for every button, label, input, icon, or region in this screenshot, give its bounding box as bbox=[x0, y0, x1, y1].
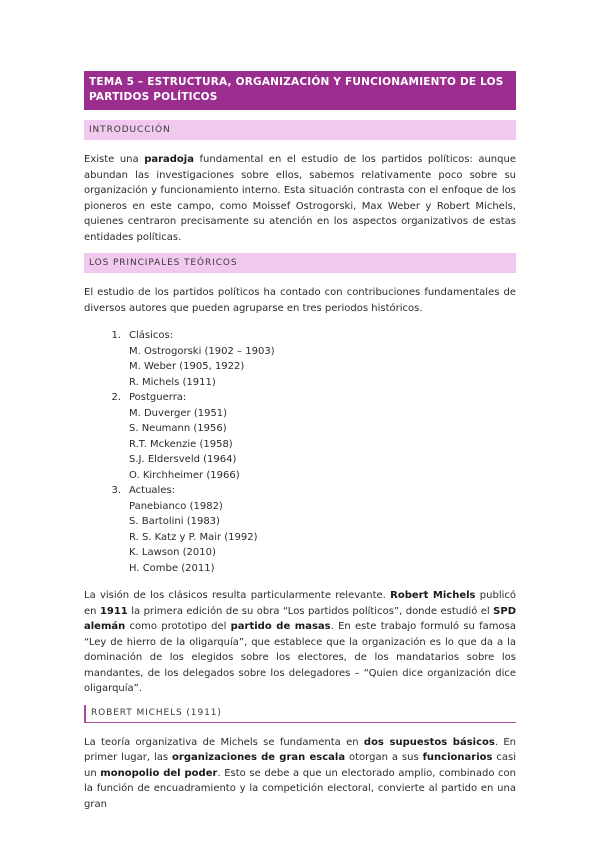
list-sub-item: M. Ostrogorski (1902 – 1903) bbox=[129, 345, 275, 357]
michels-paragraph: La teoría organizativa de Michels se fundamenta en dos supuestos básicos. En primer lugar, las organizaciones de gran escala otorgan a sus funcionarios casi un monopolio del poder. Esto se debe a que un electorado amplio, combinado con la función de encuadramiento y la competición electoral, convierte al partido en una gran bbox=[84, 736, 517, 810]
list-sub-item: S. Neumann (1956) bbox=[129, 423, 227, 434]
list-sub-item: H. Combe (2011) bbox=[129, 562, 215, 574]
list-sub-item: R. Michels (1911) bbox=[129, 376, 216, 388]
theorists-paragraph: El estudio de los partidos políticos ha contado con contribuciones fundamentales de diversos autores que pueden agruparse en tres periodos históricos. bbox=[84, 287, 516, 314]
list-sub-item: M. Duverger (1951) bbox=[129, 407, 228, 419]
list-sub-item: K. Lawson (2010) bbox=[129, 547, 216, 558]
section-header-michels: ROBERT MICHELS (1911) bbox=[84, 705, 516, 723]
list-sub-item: M. Weber (1905, 1922) bbox=[129, 361, 245, 372]
section-header-teoricos: LOS PRINCIPALES TEÓRICOS bbox=[84, 253, 516, 273]
intro-paragraph: Existe una paradoja fundamental en el estudio de los partidos políticos: aunque abundan las investigaciones sobre ellos, sabemos relativamente poco sobre su organización y funcionamiento interno. Esta situación contrasta con el enfoque de los pioneros en este campo, como Moissef Ostrogorski, Max Weber y Robert Michels, quienes centraron precisamente su atención en los aspectos organizativos de estas entidades políticas. bbox=[84, 154, 516, 243]
list-sub-item: S.J. Eldersveld (1964) bbox=[129, 454, 237, 465]
list-sub-item: R.T. Mckenzie (1958) bbox=[129, 438, 233, 450]
list-item-period: 1. Clásicos: M. Ostrogorski (1902 – 1903) M. Weber (1905, 1922) R. Michels (1911) bbox=[84, 328, 516, 390]
list-sub-item: O. Kirchheimer (1966) bbox=[129, 469, 240, 481]
list-item-period: 2. Postguerra: M. Duverger (1951) S. Neumann (1956) R.T. Mckenzie (1958) S.J. Eldersveld (1964) O. Kirchheimer (1966) bbox=[84, 390, 516, 483]
section-header-introduccion: INTRODUCCIÓN bbox=[84, 120, 516, 140]
list-sub-item: Panebianco (1982) bbox=[129, 500, 223, 512]
document-page bbox=[84, 71, 516, 812]
classics-paragraph: La visión de los clásicos resulta particularmente relevante. Robert Michels publicó en 1911 la primera edición de su obra “Los partidos políticos”, donde estudió el SPD alemán como prototipo del partido de masas. En este trabajo formuló su famosa “Ley de hierro de la oligarquía”, que establece que la organización es lo que da a la dominación de los elegidos sobre los electores, de los mandatarios sobre los mandantes, de los delegados sobre los delegadores – “Quien dice organización dice oligarquía”. bbox=[84, 590, 516, 694]
chapter-title: TEMA 5 – ESTRUCTURA, ORGANIZACIÓN Y FUNCIONAMIENTO DE LOS PARTIDOS POLÍTICOS bbox=[84, 71, 516, 110]
list-sub-item: R. S. Katz y P. Mair (1992) bbox=[129, 531, 258, 543]
list-sub-item: S. Bartolini (1983) bbox=[129, 516, 220, 527]
theorists-list bbox=[84, 328, 516, 576]
list-item-period: 3. Actuales: Panebianco (1982) S. Bartolini (1983) R. S. Katz y P. Mair (1992) K. Lawson (2010) H. Combe (2011) bbox=[84, 483, 516, 576]
